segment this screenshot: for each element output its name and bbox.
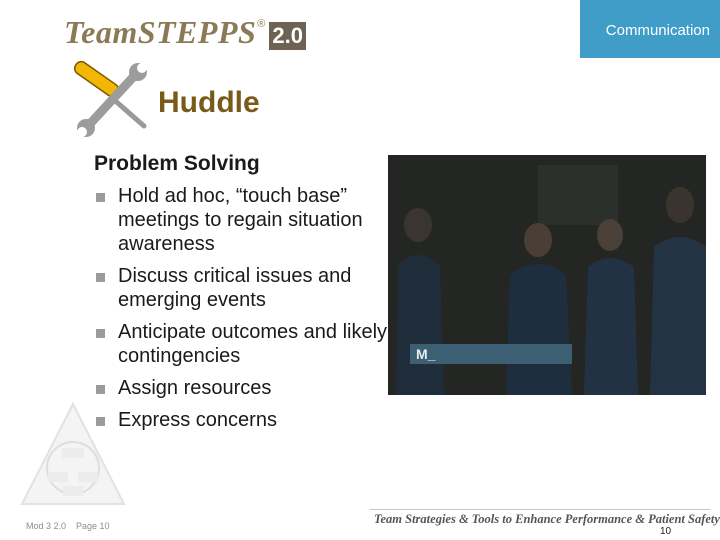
logo-version-badge: 2.0 bbox=[269, 22, 306, 50]
bullet-item bbox=[94, 264, 394, 312]
wrench-screwdriver-icon bbox=[70, 60, 156, 140]
slide-title: Huddle bbox=[158, 86, 260, 119]
bullet-item bbox=[94, 408, 394, 432]
bullet-text: Assign resources bbox=[118, 377, 272, 399]
square-bullet-icon bbox=[96, 193, 105, 202]
teamstepps-logo bbox=[64, 14, 306, 54]
section-tab bbox=[580, 0, 720, 58]
page-label: Page 10 bbox=[76, 521, 110, 531]
square-bullet-icon bbox=[96, 273, 105, 282]
logo-registered-mark: ® bbox=[257, 18, 266, 30]
bullet-text: Anticipate outcomes and likely contingencies bbox=[118, 321, 388, 367]
logo-name: TeamSTEPPS bbox=[64, 14, 257, 50]
teamstepps-triangle-emblem-icon bbox=[18, 400, 128, 510]
square-bullet-icon bbox=[96, 385, 105, 394]
slide-number: 10 bbox=[660, 526, 672, 537]
bullet-item bbox=[94, 320, 394, 368]
video-caption: M_ bbox=[410, 344, 572, 364]
section-tab-label: Communication bbox=[605, 22, 710, 39]
bullet-text: Express concerns bbox=[118, 409, 277, 431]
square-bullet-icon bbox=[96, 329, 105, 338]
slide-subtitle: Problem Solving bbox=[94, 152, 260, 175]
bullet-item bbox=[94, 184, 394, 256]
tagline-divider bbox=[370, 509, 710, 510]
bullet-item bbox=[94, 376, 394, 400]
bullet-text: Hold ad hoc, “touch base” meetings to regain situation awareness bbox=[118, 185, 363, 255]
bullet-list bbox=[94, 184, 394, 440]
footer-tagline: Team Strategies & Tools to Enhance Performance & Patient Safety bbox=[374, 512, 720, 526]
bullet-text: Discuss critical issues and emerging events bbox=[118, 265, 352, 311]
module-label: Mod 3 2.0 bbox=[26, 521, 67, 531]
